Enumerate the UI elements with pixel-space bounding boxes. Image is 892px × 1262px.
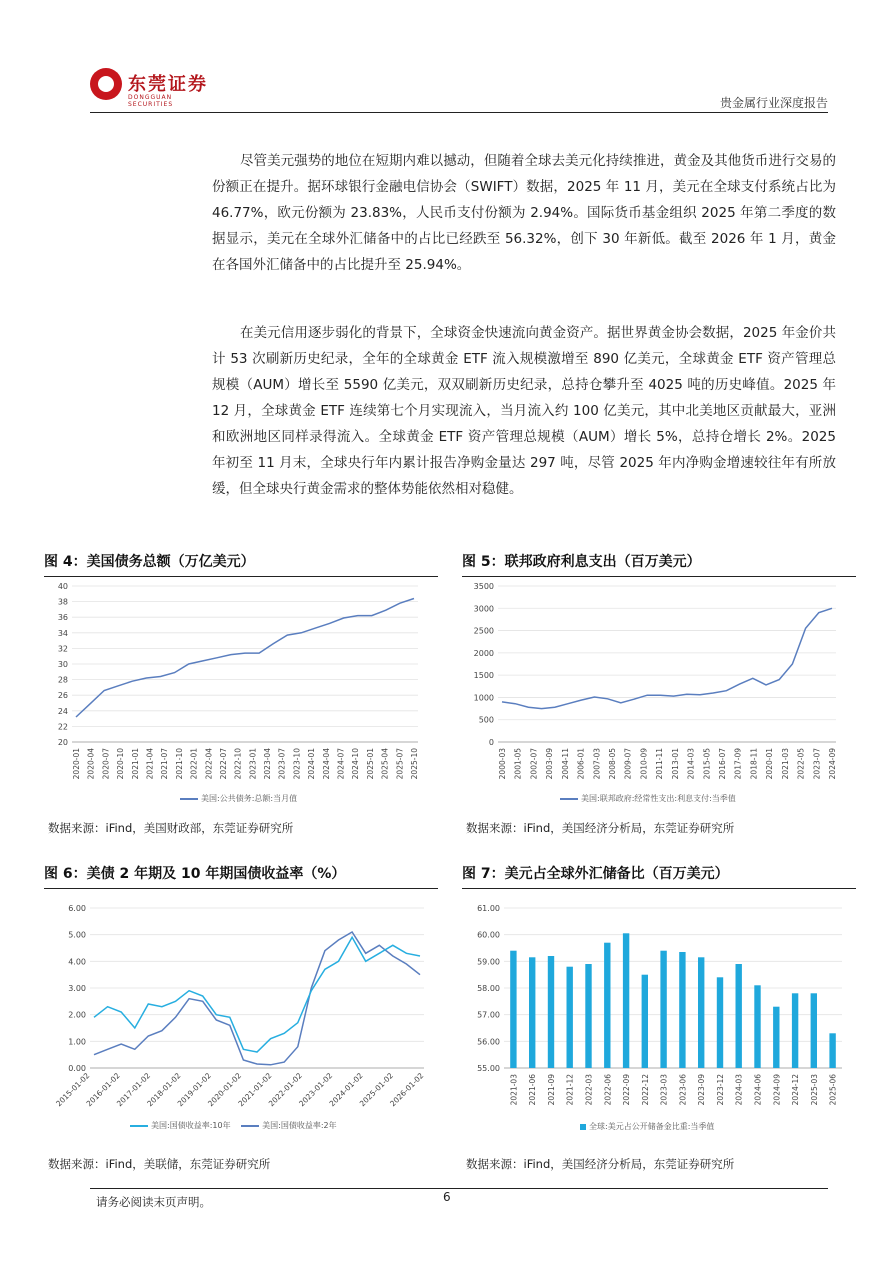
y-tick-label: 2500 — [473, 626, 494, 636]
legend-label: 美国:国债收益率:2年 — [262, 1121, 337, 1130]
x-tick-label: 2022-12 — [640, 1074, 650, 1106]
legend-swatch — [180, 798, 198, 800]
legend-label: 全球:美元占公开储备金比重:当季值 — [589, 1122, 715, 1131]
x-tick-label: 2023-01 — [248, 748, 258, 780]
series-line-interest — [502, 608, 832, 708]
x-tick-label: 2026-01-02 — [388, 1071, 426, 1109]
x-tick-label: 2010-09 — [639, 748, 649, 780]
y-tick-label: 59.00 — [477, 957, 500, 967]
bar — [736, 964, 742, 1068]
legend-swatch — [580, 1124, 586, 1130]
x-tick-label: 2017-01-02 — [114, 1071, 153, 1109]
y-tick-label: 0.00 — [68, 1064, 86, 1073]
y-tick-label: 6.00 — [68, 904, 86, 913]
series-line-debt — [76, 599, 414, 718]
figure-source: 数据来源：iFind，美国经济分析局，东莞证券研究所 — [466, 821, 735, 835]
y-tick-label: 38 — [57, 597, 68, 607]
paragraph-text: 尽管美元强势的地位在短期内难以撼动，但随着全球去美元化持续推进，黄金及其他货币进行交易的份额正在提升。据环球银行金融电信协会（SWIFT）数据，2025 年 11 月，美元在全球支付系统占比为 46.77%，欧元份额为 23.83%，人民币支付份额为 2.94%。国际货币基金组织 2025 年第二季度的数据显示，美元在全球外汇储备中的占比已经跌至 56.32%，创下 30 年新低。截至 2026 年 1 月，黄金在各国外汇储备中的占比提升至 25.94%。 — [212, 153, 836, 273]
logo-icon — [90, 68, 122, 100]
bar — [717, 977, 723, 1068]
x-tick-label: 2021-09 — [546, 1074, 556, 1106]
x-tick-label: 2022-01 — [189, 748, 199, 780]
x-tick-label: 2024-06 — [753, 1074, 763, 1106]
bar — [548, 956, 554, 1068]
figure-source: 数据来源：iFind，美国经济分析局，东莞证券研究所 — [466, 1157, 735, 1171]
chart-treasury-yields — [44, 892, 438, 1124]
chart-legend — [180, 793, 297, 804]
x-tick-label: 2018-01-02 — [145, 1071, 183, 1109]
x-tick-label: 2025-03 — [809, 1074, 819, 1106]
x-tick-label: 2022-03 — [584, 1074, 594, 1106]
x-tick-label: 2007-03 — [592, 748, 602, 780]
y-tick-label: 3.00 — [68, 984, 86, 993]
x-tick-label: 2022-04 — [204, 748, 214, 780]
x-tick-label: 2022-06 — [603, 1074, 613, 1106]
report-title: 贵金属行业深度报告 — [719, 96, 828, 110]
x-tick-label: 2004-11 — [560, 748, 570, 780]
bar — [679, 952, 685, 1068]
x-tick-label: 2021-06 — [528, 1074, 538, 1106]
y-tick-label: 1.00 — [68, 1037, 86, 1047]
y-tick-label: 26 — [57, 691, 68, 701]
x-tick-label: 2024-12 — [791, 1074, 801, 1106]
x-tick-label: 2023-12 — [715, 1074, 725, 1106]
x-tick-label: 2023-07 — [277, 748, 287, 780]
y-tick-label: 1000 — [473, 693, 494, 703]
x-tick-label: 2025-07 — [395, 748, 405, 780]
x-tick-label: 2000-03 — [498, 748, 507, 780]
footer-divider — [90, 1188, 828, 1189]
y-tick-label: 40 — [57, 582, 68, 591]
x-tick-label: 2024-10 — [351, 748, 361, 780]
y-tick-label: 500 — [478, 715, 494, 725]
chart-legend — [560, 793, 736, 804]
y-tick-label: 60.00 — [477, 930, 500, 940]
page-header — [0, 0, 892, 118]
x-tick-label: 2020-10 — [116, 748, 126, 780]
bar — [698, 957, 704, 1068]
x-tick-label: 2021-12 — [565, 1074, 575, 1106]
series-line-10y — [94, 937, 420, 1052]
logo-text-en: DONGGUAN SECURITIES — [128, 94, 174, 108]
bar — [623, 933, 629, 1068]
y-tick-label: 61.00 — [477, 904, 500, 913]
y-tick-label: 5.00 — [68, 930, 86, 940]
x-tick-label: 2019-01-02 — [175, 1071, 213, 1109]
x-tick-label: 2024-01 — [307, 748, 317, 780]
x-tick-label: 2021-01-02 — [236, 1071, 274, 1109]
x-tick-label: 2020-01-02 — [206, 1071, 244, 1109]
legend-label: 美国:联邦政府:经常性支出:利息支付:当季值 — [581, 794, 736, 803]
figure-source: 数据来源：iFind，美联储，东莞证券研究所 — [48, 1157, 271, 1171]
paragraph-text: 在美元信用逐步弱化的背景下，全球资金快速流向黄金资产。据世界黄金协会数据，2025 年金价共计 53 次刷新历史纪录，全年的全球黄金 ETF 流入规模激增至 890 亿美元，全球黄金 ETF 资产管理总规模（AUM）增长至 5590 亿美元，双双刷新历史纪录，总持仓攀升至 4025 吨的历史峰值。2025 年 12 月，全球黄金 ETF 连续第七个月实现流入，当月流入约 100 亿美元，其中北美地区贡献最大，亚洲和欧洲地区同样录得流入。全球黄金 ETF 资产管理总规模（AUM）增长 5%，总持仓增长 2%。2025 年初至 11 月末，全球央行年内累计报告净购金量达 297 吨，尽管 2025 年内净购金增速较往年有所放缓，但全球央行黄金需求的整体势能依然相对稳健。 — [212, 325, 836, 497]
logo-text-cn: 东莞证券 — [128, 74, 208, 95]
bar — [792, 993, 798, 1068]
y-tick-label: 24 — [57, 706, 68, 716]
x-tick-label: 2025-06 — [828, 1074, 838, 1106]
bar — [604, 943, 610, 1068]
bar — [773, 1007, 779, 1068]
x-tick-label: 2023-04 — [263, 748, 273, 780]
y-tick-label: 58.00 — [477, 984, 500, 993]
x-tick-label: 2024-03 — [734, 1074, 744, 1106]
figure-5 — [462, 550, 856, 577]
x-tick-label: 2020-04 — [86, 748, 96, 780]
series-line-2y — [94, 932, 420, 1065]
bar — [585, 964, 591, 1068]
y-tick-label: 32 — [57, 644, 68, 654]
x-tick-label: 2024-09 — [828, 748, 837, 780]
x-tick-label: 2021-03 — [780, 748, 790, 780]
figure-6 — [44, 862, 438, 889]
bar — [660, 951, 666, 1068]
legend-label: 美国:公共债务:总额:当月值 — [201, 794, 298, 803]
x-tick-label: 2023-01-02 — [297, 1071, 335, 1109]
figure-4 — [44, 550, 438, 577]
bar — [829, 1033, 835, 1068]
x-tick-label: 2017-09 — [733, 748, 743, 780]
x-tick-label: 2015-01-02 — [54, 1071, 92, 1109]
bar — [754, 985, 760, 1068]
legend-swatch — [130, 1125, 148, 1127]
x-tick-label: 2016-01-02 — [84, 1071, 122, 1109]
y-tick-label: 2.00 — [68, 1010, 86, 1020]
y-tick-label: 56.00 — [477, 1037, 500, 1047]
y-tick-label: 20 — [57, 738, 68, 747]
x-tick-label: 2023-07 — [812, 748, 822, 780]
x-tick-label: 2009-07 — [623, 748, 633, 780]
chart-us-debt — [44, 578, 438, 804]
x-tick-label: 2023-09 — [697, 1074, 707, 1106]
x-tick-label: 2023-06 — [678, 1074, 688, 1106]
bar — [567, 967, 573, 1068]
body-paragraph-2 — [212, 320, 836, 502]
x-tick-label: 2015-05 — [702, 748, 712, 780]
chart-usd-reserve-share — [462, 892, 856, 1124]
x-tick-label: 2024-07 — [336, 748, 346, 780]
y-tick-label: 1500 — [473, 671, 494, 681]
x-tick-label: 2022-09 — [622, 1074, 632, 1106]
y-tick-label: 3000 — [473, 604, 494, 614]
bar — [529, 957, 535, 1068]
bar — [642, 975, 648, 1068]
x-tick-label: 2003-09 — [545, 748, 555, 780]
x-tick-label: 2025-10 — [410, 748, 419, 780]
x-tick-label: 2021-07 — [160, 748, 170, 780]
chart-legend — [130, 1120, 337, 1131]
y-tick-label: 57.00 — [477, 1010, 500, 1020]
x-tick-label: 2022-07 — [218, 748, 228, 780]
x-tick-label: 2024-09 — [772, 1074, 782, 1106]
y-tick-label: 30 — [57, 660, 68, 669]
x-tick-label: 2025-01 — [365, 748, 375, 780]
footer-disclaimer: 请务必阅读末页声明。 — [96, 1195, 211, 1209]
x-tick-label: 2022-10 — [233, 748, 243, 780]
y-tick-label: 36 — [57, 613, 68, 623]
figure-title: 图 7：美元占全球外汇储备比（百万美元） — [462, 862, 856, 889]
x-tick-label: 2013-01 — [670, 748, 680, 780]
x-tick-label: 2022-01-02 — [266, 1071, 304, 1109]
x-tick-label: 2023-03 — [659, 1074, 669, 1106]
x-tick-label: 2008-05 — [608, 748, 617, 780]
x-tick-label: 2025-04 — [380, 748, 390, 780]
page-number: 6 — [443, 1190, 451, 1204]
y-tick-label: 28 — [57, 675, 68, 685]
body-paragraph-1 — [212, 148, 836, 278]
x-tick-label: 2024-04 — [321, 748, 331, 780]
x-tick-label: 2020-01 — [765, 748, 775, 780]
x-tick-label: 2020-01 — [72, 748, 81, 780]
bar — [510, 951, 516, 1068]
y-tick-label: 4.00 — [68, 957, 86, 967]
x-tick-label: 2024-01-02 — [327, 1071, 365, 1109]
x-tick-label: 2020-07 — [101, 748, 111, 780]
x-tick-label: 2021-04 — [145, 748, 155, 780]
chart-interest-expense — [462, 578, 856, 804]
x-tick-label: 2016-07 — [718, 748, 727, 780]
x-tick-label: 2022-05 — [796, 748, 806, 780]
y-tick-label: 3500 — [473, 582, 494, 591]
x-tick-label: 2023-10 — [292, 748, 302, 780]
y-tick-label: 2000 — [473, 648, 494, 658]
y-tick-label: 55.00 — [477, 1064, 500, 1073]
legend-swatch — [560, 798, 578, 800]
company-logo — [90, 68, 210, 108]
chart-legend — [580, 1121, 714, 1132]
x-tick-label: 2002-07 — [529, 748, 539, 780]
figure-title: 图 6：美债 2 年期及 10 年期国债收益率（%） — [44, 862, 438, 889]
figure-title: 图 5：联邦政府利息支出（百万美元） — [462, 550, 856, 577]
header-divider — [90, 112, 828, 113]
figure-source: 数据来源：iFind，美国财政部，东莞证券研究所 — [48, 821, 294, 835]
x-tick-label: 2018-11 — [749, 748, 759, 780]
y-tick-label: 0 — [488, 738, 494, 747]
y-tick-label: 34 — [57, 628, 68, 638]
x-tick-label: 2021-01 — [130, 748, 140, 780]
legend-swatch — [241, 1125, 259, 1127]
figure-7 — [462, 862, 856, 889]
x-tick-label: 2014-03 — [686, 748, 696, 780]
legend-label: 美国:国债收益率:10年 — [151, 1121, 231, 1130]
x-tick-label: 2021-10 — [174, 748, 184, 780]
y-tick-label: 22 — [57, 722, 68, 732]
figure-title: 图 4：美国债务总额（万亿美元） — [44, 550, 438, 577]
x-tick-label: 2011-11 — [655, 748, 665, 780]
x-tick-label: 2001-05 — [513, 748, 523, 780]
x-tick-label: 2025-01-02 — [357, 1071, 396, 1109]
x-tick-label: 2021-03 — [509, 1074, 519, 1106]
x-tick-label: 2006-01 — [576, 748, 586, 780]
bar — [811, 993, 817, 1068]
